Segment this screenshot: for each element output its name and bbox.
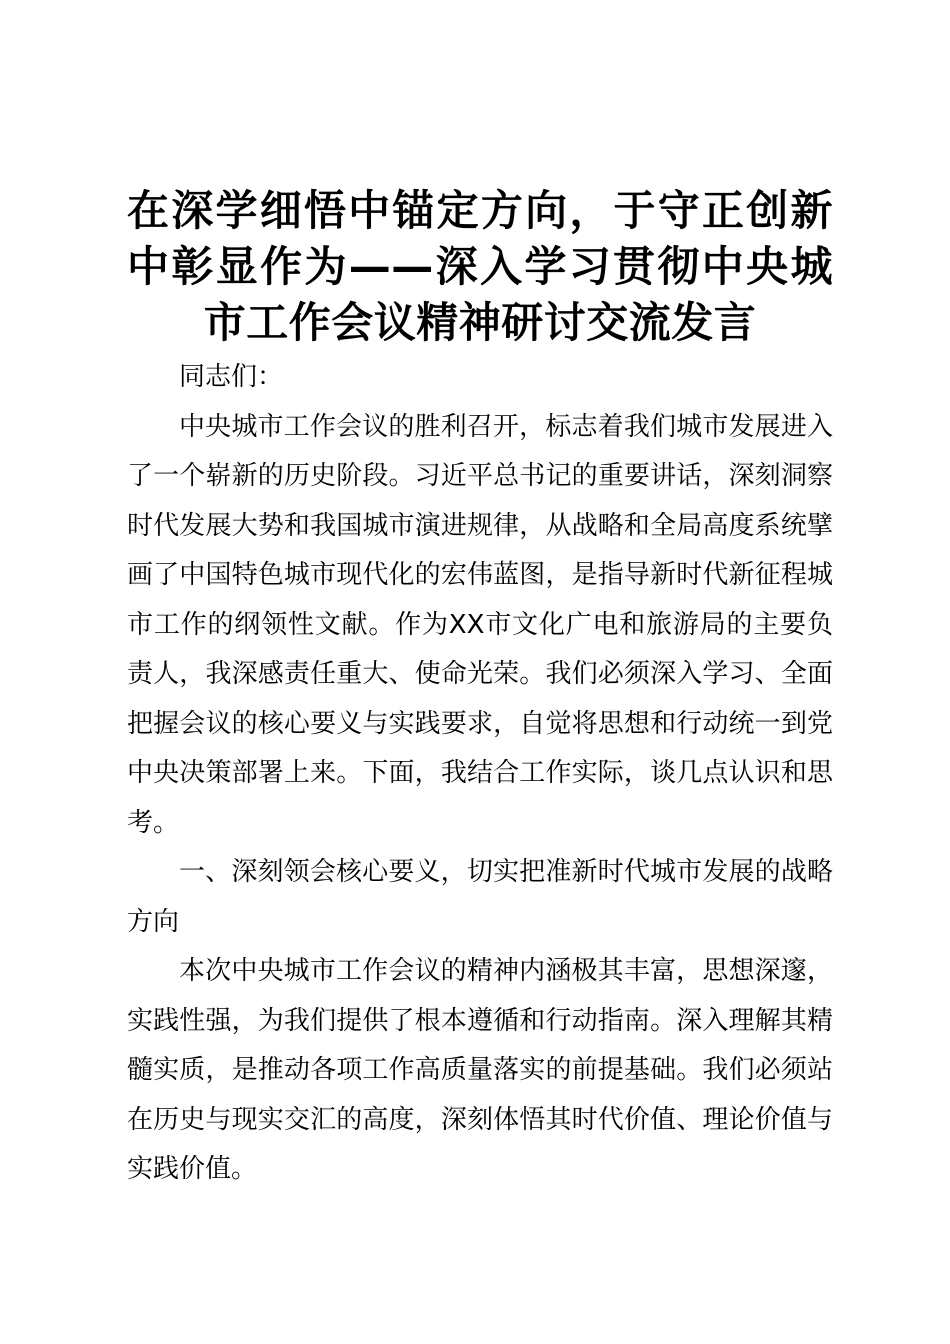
salutation: 同志们： [179,362,284,392]
document-page [127,183,833,1195]
document-title: 在深学细悟中锚定方向，于守正创新中彰显作为——深入学习贯彻中央城市工作会议精神研讨交流发言 [127,186,833,347]
intro-paragraph: 中央城市工作会议的胜利召开，标志着我们城市发展进入了一个崭新的历史阶段。习近平总书记的重要讲话，深刻洞察时代发展大势和我国城市演进规律，从战略和全局高度系统擘画了中国特色城市现代化的宏伟蓝图，是指导新时代新征程城市工作的纲领性文献。作为XX市文化广电和旅游局的主要负责人，我深感责任重大、使命光荣。我们必须深入学习、全面把握会议的核心要义与实践要求，自觉将思想和行动统一到党中央决策部署上来。下面，我结合工作实际，谈几点认识和思考。 [127,411,833,838]
section-heading-1: 一、深刻领会核心要义，切实把准新时代城市发展的战略方向 [127,857,833,937]
section-1-paragraph: 本次中央城市工作会议的精神内涵极其丰富，思想深邃，实践性强，为我们提供了根本遵循和行动指南。深入理解其精髓实质，是推动各项工作高质量落实的前提基础。我们必须站在历史与现实交汇的高度，深刻体悟其时代价值、理论价值与实践价值。 [127,956,833,1184]
